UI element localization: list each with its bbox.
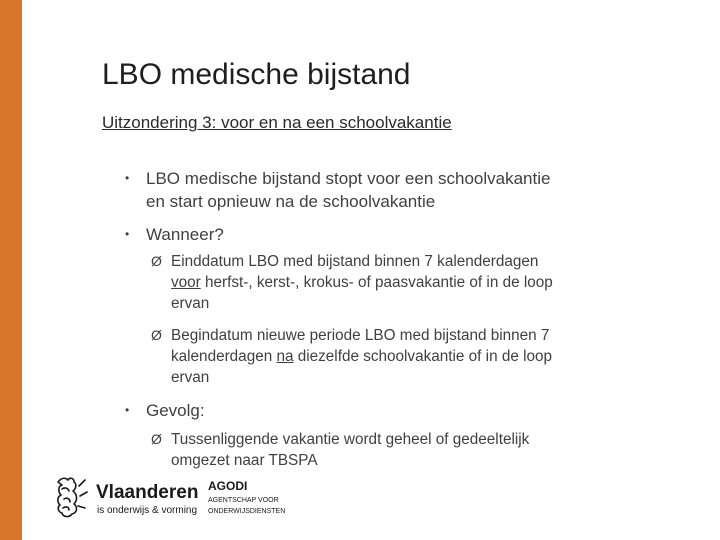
vlaanderen-logo-tagline: is onderwijs & vorming	[97, 505, 198, 516]
sub-bullet-2-2	[151, 325, 553, 388]
slide-subtitle: Uitzondering 3: voor en na een schoolvakantie	[102, 113, 452, 132]
sub-bullet-2-2-line-3: ervan	[171, 369, 210, 386]
bullet-1	[125, 167, 551, 213]
slide-title: LBO medische bijstand	[102, 58, 411, 91]
agodi-logo-name: AGODI	[208, 479, 248, 493]
sub-bullet-2-1-line-2: voor herfst-, kerst-, krokus- of paasvakantie of in de loop	[171, 274, 553, 291]
footer-logos	[52, 472, 292, 522]
bullet-dot: •	[125, 403, 130, 417]
arrow-bullet-icon: Ø	[151, 431, 162, 447]
sub-bullet-2-1-line-3: ervan	[171, 295, 210, 312]
bullet-1-line-1: LBO medische bijstand stopt voor een schoolvakantie	[146, 169, 551, 188]
sub-bullet-3-1-line-2: omgezet naar TBSPA	[171, 452, 318, 469]
arrow-bullet-icon: Ø	[151, 327, 162, 343]
agodi-logo-line-1: AGENTSCHAP VOOR	[208, 497, 279, 504]
agodi-logo-line-2: ONDERWIJSDIENSTEN	[208, 508, 286, 515]
bullet-3	[125, 399, 205, 422]
arrow-bullet-icon: Ø	[151, 253, 162, 269]
sub-bullet-2-1	[151, 251, 553, 314]
bullet-2-text: Wanneer?	[146, 225, 224, 244]
sub-bullet-2-2-line-1: Begindatum nieuwe periode LBO med bijstand binnen 7	[171, 327, 550, 344]
emphasis-na: na	[276, 348, 294, 365]
accent-bar	[0, 0, 22, 540]
sub-bullet-2-1-line-1: Einddatum LBO med bijstand binnen 7 kalenderdagen	[171, 253, 539, 270]
vlaanderen-logo-name: Vlaanderen	[96, 482, 199, 503]
bullet-dot: •	[125, 227, 130, 241]
bullet-dot: •	[125, 171, 130, 185]
sub-bullet-3-1	[151, 429, 530, 471]
bullet-2	[125, 223, 224, 246]
bullet-1-line-2: en start opnieuw na de schoolvakantie	[146, 192, 436, 211]
emphasis-voor: voor	[171, 274, 201, 291]
sub-bullet-3-1-line-1: Tussenliggende vakantie wordt geheel of gedeeltelijk	[171, 431, 530, 448]
bullet-3-text: Gevolg:	[146, 401, 205, 420]
sub-bullet-2-2-line-2: kalenderdagen na diezelfde schoolvakantie of in de loop	[171, 348, 553, 365]
